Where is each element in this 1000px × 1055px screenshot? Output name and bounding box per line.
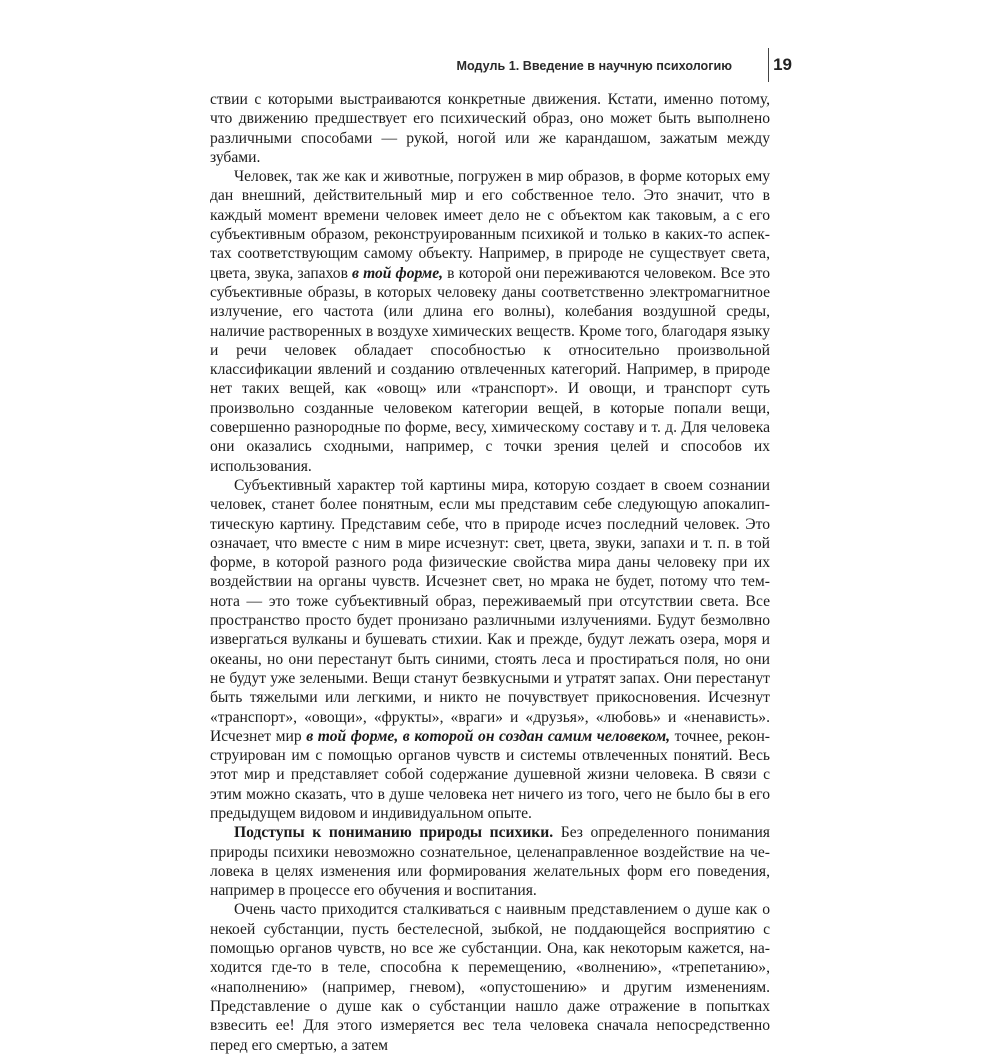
emphasis-text: в той форме, в которой он создан самим человеком, xyxy=(306,727,671,745)
page-number: 19 xyxy=(773,55,792,74)
paragraph-text: Субъективный характер той картины мира, которую создает в своем сознании человек, станет более понятным, если мы представим себе следующую апокалиптическую картину. Представим себе, что в природе исчез последний человек. Это означает, что вместе с ним в мире исчезнут: свет, цвета, звуки, запахи и т. п. в той форме, в которой разного рода физические свойства мира даны человеку при их воздействии на органы чувств. Исчезнет свет, но мрака не будет, потому что темнота — это тоже субъективный образ, переживаемый при отсутствии света. Все пространство просто будет пронизано различными излучениями. Будут безмолвно извергаться вулканы и бушевать стихии. Как и прежде, будут лежать озера, моря и океаны, но они перестанут быть синими, стоять леса и простираться поля, но они не будут уже зелеными. Вещи станут безвкусными и утратят запах. Они перестанут быть тяжелыми или легкими, и никто не почувствует прикосновения. Исчезнут «транспорт», «овощи», «фрукты», «враги» и «друзья», «любовь» и «ненависть». Исчезнет мир xyxy=(210,476,770,745)
paragraph-text: точнее, реконструирован им с помощью органов чувств и системы отвлеченных понятий. Весь этот мир и представляет собой содержание душевной жизни человека. В связи с этим можно сказать, что в душе человека нет ничего из того, чего не было бы в его предыдущем видовом и индивидуальном опыте. xyxy=(210,727,770,822)
paragraph-text: в которой они переживаются человеком. Все это субъективные образы, в которых человеку даны соответственно электромагнитное излучение, его частота (или длина его волны), колебания воздушной среды, наличие растворенных в воздухе химических веществ. Кроме того, благодаря языку и речи человек обладает способностью к относительно произвольной классификации явлений и созданию отвлеченных категорий. Например, в природе нет таких вещей, как «овощ» или «транспорт». И овощи, и транспорт суть произвольно созданные человеком категории вещей, в которые попали вещи, совершенно разнородные по форме, весу, химическому составу и т. д. Для человека они оказались сходными, например, с точки зрения целей и способов их использования. xyxy=(210,264,770,475)
emphasis-text: в той форме, xyxy=(352,264,444,282)
header-divider xyxy=(768,48,769,82)
paragraph-world-picture xyxy=(210,476,770,823)
paragraph-continued xyxy=(210,90,770,167)
page-body xyxy=(210,90,770,1055)
paragraph-approaches xyxy=(210,823,770,900)
running-head xyxy=(456,55,800,82)
run-in-heading: Подступы к пониманию природы психики. xyxy=(234,824,554,842)
paragraph-images xyxy=(210,167,770,476)
paragraph-soul-substance xyxy=(210,900,770,1054)
paragraph-text: Человек, так же как и животные, погружен в мир образов, в форме которых ему дан внешний, действительный мир и его собственное тело. Это значит, что в каждый момент времени человек имеет дело не с объектом как таковым, а с его субъективным образом, реконструированным психикой и только в каких-то аспектах соответствующим самому объекту. Например, в природе не существует света, цвета, звука, запахов xyxy=(210,168,770,282)
paragraph-text: Очень часто приходится сталкиваться с наивным представлением о душе как о некоей субстанции, пусть бестелесной, зыбкой, не поддающейся восприятию с помощью органов чувств, но все же субстанции. Она, как некоторым кажется, находится где-то в теле, способна к перемещению, «волнению», «трепетанию», «наполнению» (например, гневом), «опустошению» и другим изменениям. Представление о душе как о субстанции нашло даже отражение в попытках взвесить ее! Для этого измеряется вес тела человека сначала непосредственно перед его смертью, а затем xyxy=(210,901,770,1054)
paragraph-text: ствии с которыми выстраиваются конкретные движения. Кстати, именно потому, что движению предшествует его психический образ, оно может быть выполнено различными способами — рукой, ногой или же карандашом, зажатым между зубами. xyxy=(210,91,770,166)
paragraph-text: Без определенного понимания природы психики невозможно сознательное, целенаправленное воздействие на человека в целях изменения или формирования желательных форм его поведения, например в процессе его обучения и воспитания. xyxy=(210,824,770,900)
running-title: Модуль 1. Введение в научную психологию xyxy=(456,59,732,73)
